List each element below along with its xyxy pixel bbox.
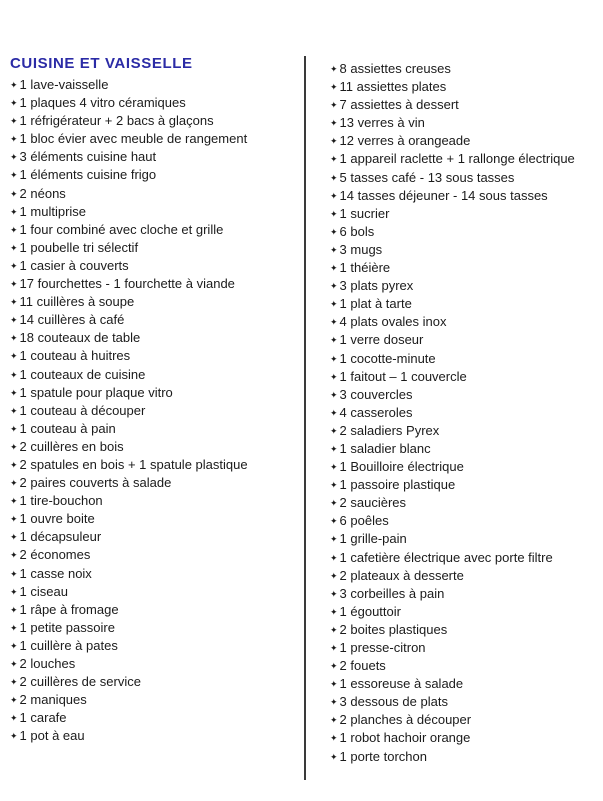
list-item bbox=[330, 621, 575, 639]
item-text: 3 couvercles bbox=[339, 386, 413, 402]
item-text: 14 tasses déjeuner - 14 sous tasses bbox=[339, 187, 548, 203]
list-item bbox=[330, 675, 575, 693]
diamond-bullet-icon: ✦ bbox=[10, 551, 18, 562]
diamond-bullet-icon: ✦ bbox=[330, 517, 338, 528]
diamond-bullet-icon: ✦ bbox=[10, 171, 18, 182]
list-item bbox=[330, 693, 575, 711]
diamond-bullet-icon: ✦ bbox=[10, 497, 18, 508]
list-item bbox=[330, 114, 575, 132]
diamond-bullet-icon: ✦ bbox=[330, 137, 338, 148]
diamond-bullet-icon: ✦ bbox=[330, 716, 338, 727]
list-item bbox=[330, 96, 575, 114]
diamond-bullet-icon: ✦ bbox=[10, 660, 18, 670]
list-item bbox=[10, 293, 248, 311]
list-item bbox=[330, 458, 575, 476]
diamond-bullet-icon: ✦ bbox=[10, 298, 18, 309]
diamond-bullet-icon: ✦ bbox=[330, 155, 338, 166]
item-text: 1 faitout – 1 couvercle bbox=[339, 368, 467, 384]
diamond-bullet-icon: ✦ bbox=[330, 101, 338, 112]
diamond-bullet-icon: ✦ bbox=[330, 372, 338, 383]
diamond-bullet-icon: ✦ bbox=[330, 390, 338, 401]
diamond-bullet-icon: ✦ bbox=[330, 245, 338, 256]
diamond-bullet-icon: ✦ bbox=[10, 533, 18, 544]
list-item bbox=[10, 366, 248, 384]
item-text: 3 dessous de plats bbox=[339, 694, 448, 710]
list-item bbox=[10, 655, 248, 673]
column-divider bbox=[304, 56, 306, 780]
list-item bbox=[10, 637, 248, 655]
item-text: 2 louches bbox=[19, 656, 76, 671]
diamond-bullet-icon: ✦ bbox=[330, 408, 338, 419]
diamond-bullet-icon: ✦ bbox=[10, 352, 18, 363]
item-text: 1 tire-bouchon bbox=[19, 493, 103, 509]
list-item bbox=[10, 565, 248, 583]
item-text: 2 spatules en bois + 1 spatule plastique bbox=[19, 456, 248, 472]
item-text: 2 cuillères de service bbox=[19, 674, 141, 690]
item-text: 1 couteaux de cuisine bbox=[19, 366, 146, 382]
item-text: 1 sucrier bbox=[339, 205, 390, 221]
item-text: 2 planches à découper bbox=[339, 712, 472, 728]
item-text: 1 spatule pour plaque vitro bbox=[19, 384, 173, 400]
item-text: 1 pot à eau bbox=[19, 728, 85, 744]
list-item bbox=[10, 474, 248, 492]
diamond-bullet-icon: ✦ bbox=[10, 460, 18, 471]
diamond-bullet-icon: ✦ bbox=[330, 752, 338, 763]
diamond-bullet-icon: ✦ bbox=[330, 662, 338, 673]
diamond-bullet-icon: ✦ bbox=[10, 714, 18, 725]
item-text: 1 multiprise bbox=[19, 203, 87, 219]
diamond-bullet-icon: ✦ bbox=[330, 83, 338, 94]
diamond-bullet-icon: ✦ bbox=[330, 354, 338, 365]
list-item bbox=[10, 438, 248, 456]
item-text: 1 petite passoire bbox=[19, 619, 115, 635]
item-text: 2 néons bbox=[19, 185, 66, 201]
diamond-bullet-icon: ✦ bbox=[10, 424, 18, 435]
diamond-bullet-icon: ✦ bbox=[10, 117, 18, 128]
list-item bbox=[330, 567, 575, 585]
diamond-bullet-icon: ✦ bbox=[10, 406, 18, 417]
item-text: 1 couteau à huitres bbox=[19, 348, 131, 364]
item-text: 1 cuillère à pates bbox=[19, 637, 118, 653]
item-text: 6 bols bbox=[339, 223, 375, 239]
list-item bbox=[330, 132, 575, 150]
item-text: 1 plaques 4 vitro céramiques bbox=[19, 95, 186, 111]
list-item bbox=[330, 585, 575, 603]
diamond-bullet-icon: ✦ bbox=[330, 300, 338, 311]
list-item bbox=[330, 205, 575, 223]
list-item bbox=[10, 166, 248, 184]
item-text: 1 passoire plastique bbox=[339, 477, 456, 493]
list-item bbox=[10, 709, 248, 727]
item-text: 18 couteaux de table bbox=[19, 330, 141, 346]
list-item bbox=[10, 221, 248, 239]
item-text: 4 casseroles bbox=[339, 404, 413, 420]
item-text: 2 boites plastiques bbox=[339, 621, 448, 637]
diamond-bullet-icon: ✦ bbox=[330, 318, 338, 329]
list-item bbox=[10, 673, 248, 691]
list-item bbox=[10, 420, 248, 438]
item-text: 8 assiettes creuses bbox=[339, 61, 451, 76]
item-text: 3 éléments cuisine haut bbox=[19, 149, 157, 165]
list-item bbox=[330, 549, 575, 567]
list-item bbox=[10, 203, 248, 221]
diamond-bullet-icon: ✦ bbox=[330, 589, 338, 600]
diamond-bullet-icon: ✦ bbox=[330, 680, 338, 691]
diamond-bullet-icon: ✦ bbox=[10, 225, 18, 236]
list-item bbox=[10, 384, 248, 402]
item-text: 1 verre doseur bbox=[339, 332, 424, 348]
list-item bbox=[330, 350, 575, 368]
item-text: 1 réfrigérateur + 2 bacs à glaçons bbox=[19, 113, 214, 129]
diamond-bullet-icon: ✦ bbox=[10, 135, 18, 146]
item-text: 2 paires couverts à salade bbox=[19, 475, 172, 491]
item-text: 1 four combiné avec cloche et grille bbox=[19, 221, 224, 237]
left-column bbox=[10, 76, 248, 745]
list-item bbox=[10, 329, 248, 347]
item-text: 1 plat à tarte bbox=[339, 296, 412, 312]
diamond-bullet-icon: ✦ bbox=[330, 336, 338, 347]
item-text: 1 couteau à pain bbox=[19, 420, 116, 436]
diamond-bullet-icon: ✦ bbox=[10, 641, 18, 652]
item-text: 2 fouets bbox=[339, 658, 386, 674]
list-item bbox=[330, 313, 575, 331]
list-item bbox=[10, 583, 248, 601]
list-item bbox=[10, 492, 248, 510]
diamond-bullet-icon: ✦ bbox=[330, 553, 338, 564]
diamond-bullet-icon: ✦ bbox=[10, 207, 18, 218]
item-text: 1 théière bbox=[339, 260, 391, 276]
item-text: 1 presse-citron bbox=[339, 640, 426, 655]
diamond-bullet-icon: ✦ bbox=[330, 282, 338, 293]
diamond-bullet-icon: ✦ bbox=[10, 678, 18, 689]
item-text: 1 poubelle tri sélectif bbox=[19, 239, 139, 255]
diamond-bullet-icon: ✦ bbox=[10, 189, 18, 200]
item-text: 1 robot hachoir orange bbox=[339, 730, 471, 746]
diamond-bullet-icon: ✦ bbox=[330, 535, 338, 546]
list-item bbox=[330, 241, 575, 259]
list-item bbox=[330, 422, 575, 440]
diamond-bullet-icon: ✦ bbox=[10, 280, 18, 291]
item-text: 1 décapsuleur bbox=[19, 529, 102, 545]
diamond-bullet-icon: ✦ bbox=[330, 499, 338, 510]
item-text: 1 cafetière électrique avec porte filtre bbox=[339, 549, 553, 565]
diamond-bullet-icon: ✦ bbox=[330, 191, 338, 202]
item-text: 1 éléments cuisine frigo bbox=[19, 167, 157, 183]
list-item bbox=[330, 60, 575, 78]
item-text: 1 râpe à fromage bbox=[19, 601, 119, 617]
diamond-bullet-icon: ✦ bbox=[330, 444, 338, 455]
list-item bbox=[330, 259, 575, 277]
diamond-bullet-icon: ✦ bbox=[10, 261, 18, 272]
list-item bbox=[330, 404, 575, 422]
item-text: 2 saladiers Pyrex bbox=[339, 422, 440, 438]
item-text: 1 casse noix bbox=[19, 565, 92, 581]
item-text: 1 égouttoir bbox=[339, 603, 401, 619]
item-text: 2 économes bbox=[19, 547, 91, 563]
list-item bbox=[330, 729, 575, 747]
diamond-bullet-icon: ✦ bbox=[330, 264, 338, 275]
list-item bbox=[10, 94, 248, 112]
item-text: 6 poêles bbox=[339, 513, 389, 529]
diamond-bullet-icon: ✦ bbox=[10, 81, 18, 91]
diamond-bullet-icon: ✦ bbox=[10, 732, 18, 743]
item-text: 5 tasses café - 13 sous tasses bbox=[339, 169, 515, 185]
item-text: 2 saucières bbox=[339, 495, 407, 511]
item-text: 1 casier à couverts bbox=[19, 257, 129, 273]
diamond-bullet-icon: ✦ bbox=[330, 65, 338, 75]
list-item bbox=[10, 727, 248, 745]
diamond-bullet-icon: ✦ bbox=[330, 644, 338, 654]
item-text: 1 carafe bbox=[19, 710, 67, 726]
item-text: 2 plateaux à desserte bbox=[339, 567, 464, 583]
list-item bbox=[330, 169, 575, 187]
diamond-bullet-icon: ✦ bbox=[10, 696, 18, 707]
item-text: 1 saladier blanc bbox=[339, 440, 431, 456]
list-item bbox=[330, 494, 575, 512]
page-title: CUISINE ET VAISSELLE bbox=[10, 55, 193, 72]
item-text: 1 ouvre boite bbox=[19, 511, 95, 527]
diamond-bullet-icon: ✦ bbox=[10, 153, 18, 164]
item-text: 1 essoreuse à salade bbox=[339, 676, 464, 692]
diamond-bullet-icon: ✦ bbox=[10, 99, 18, 110]
item-text: 1 ciseau bbox=[19, 583, 68, 599]
item-text: 1 porte torchon bbox=[339, 748, 427, 764]
list-item bbox=[10, 257, 248, 275]
item-text: 1 appareil raclette + 1 rallonge électrique bbox=[339, 151, 575, 167]
item-text: 1 couteau à découper bbox=[19, 402, 146, 418]
list-item bbox=[10, 456, 248, 474]
list-item bbox=[10, 402, 248, 420]
diamond-bullet-icon: ✦ bbox=[10, 515, 18, 526]
list-item bbox=[10, 112, 248, 130]
list-item bbox=[10, 546, 248, 564]
item-text: 17 fourchettes - 1 fourchette à viande bbox=[19, 276, 235, 292]
list-item bbox=[10, 311, 248, 329]
diamond-bullet-icon: ✦ bbox=[10, 479, 18, 490]
diamond-bullet-icon: ✦ bbox=[330, 571, 338, 582]
list-item bbox=[330, 368, 575, 386]
item-text: 3 corbeilles à pain bbox=[339, 585, 445, 601]
item-text: 13 verres à vin bbox=[339, 115, 425, 131]
list-item bbox=[10, 619, 248, 637]
item-text: 1 grille-pain bbox=[339, 531, 407, 547]
item-text: 1 lave-vaisselle bbox=[19, 77, 109, 92]
list-item bbox=[10, 76, 248, 94]
list-item bbox=[330, 603, 575, 621]
item-text: 7 assiettes à dessert bbox=[339, 97, 459, 113]
list-item bbox=[330, 150, 575, 168]
list-item bbox=[10, 510, 248, 528]
item-text: 2 cuillères en bois bbox=[19, 438, 124, 454]
list-item bbox=[330, 530, 575, 548]
item-text: 11 cuillères à soupe bbox=[19, 294, 135, 310]
diamond-bullet-icon: ✦ bbox=[330, 227, 338, 238]
item-text: 1 bloc évier avec meuble de rangement bbox=[19, 131, 248, 147]
item-text: 3 plats pyrex bbox=[339, 278, 414, 294]
list-item bbox=[330, 78, 575, 96]
diamond-bullet-icon: ✦ bbox=[330, 625, 338, 636]
list-item bbox=[10, 185, 248, 203]
diamond-bullet-icon: ✦ bbox=[10, 442, 18, 453]
list-item bbox=[10, 691, 248, 709]
item-text: 1 Bouilloire électrique bbox=[339, 459, 464, 475]
list-item bbox=[10, 130, 248, 148]
item-text: 2 maniques bbox=[19, 692, 87, 708]
list-item bbox=[330, 639, 575, 657]
diamond-bullet-icon: ✦ bbox=[10, 370, 18, 381]
right-column bbox=[330, 60, 575, 766]
diamond-bullet-icon: ✦ bbox=[330, 698, 338, 709]
diamond-bullet-icon: ✦ bbox=[330, 173, 338, 184]
diamond-bullet-icon: ✦ bbox=[330, 481, 338, 492]
item-text: 3 mugs bbox=[339, 241, 383, 257]
diamond-bullet-icon: ✦ bbox=[10, 605, 18, 616]
diamond-bullet-icon: ✦ bbox=[10, 243, 18, 254]
diamond-bullet-icon: ✦ bbox=[10, 587, 18, 598]
diamond-bullet-icon: ✦ bbox=[10, 569, 18, 580]
list-item bbox=[330, 295, 575, 313]
item-text: 14 cuillères à café bbox=[19, 312, 125, 328]
diamond-bullet-icon: ✦ bbox=[330, 426, 338, 437]
list-item bbox=[10, 528, 248, 546]
list-item bbox=[330, 711, 575, 729]
list-item bbox=[330, 331, 575, 349]
list-item bbox=[330, 187, 575, 205]
diamond-bullet-icon: ✦ bbox=[330, 119, 338, 130]
diamond-bullet-icon: ✦ bbox=[10, 316, 18, 327]
list-item bbox=[10, 239, 248, 257]
item-text: 4 plats ovales inox bbox=[339, 314, 447, 330]
diamond-bullet-icon: ✦ bbox=[330, 209, 338, 220]
item-text: 1 cocotte-minute bbox=[339, 350, 436, 366]
list-item bbox=[330, 512, 575, 530]
diamond-bullet-icon: ✦ bbox=[330, 734, 338, 745]
list-item bbox=[330, 476, 575, 494]
list-item bbox=[10, 601, 248, 619]
item-text: 12 verres à orangeade bbox=[339, 133, 471, 149]
list-item bbox=[10, 275, 248, 293]
diamond-bullet-icon: ✦ bbox=[10, 334, 18, 345]
list-item bbox=[330, 277, 575, 295]
list-item bbox=[10, 347, 248, 365]
list-item bbox=[330, 440, 575, 458]
diamond-bullet-icon: ✦ bbox=[10, 623, 18, 634]
diamond-bullet-icon: ✦ bbox=[330, 607, 338, 618]
list-item bbox=[10, 148, 248, 166]
list-item bbox=[330, 657, 575, 675]
list-item bbox=[330, 748, 575, 766]
item-text: 11 assiettes plates bbox=[339, 79, 447, 95]
list-item bbox=[330, 386, 575, 404]
diamond-bullet-icon: ✦ bbox=[330, 463, 338, 474]
diamond-bullet-icon: ✦ bbox=[10, 388, 18, 399]
list-item bbox=[330, 223, 575, 241]
